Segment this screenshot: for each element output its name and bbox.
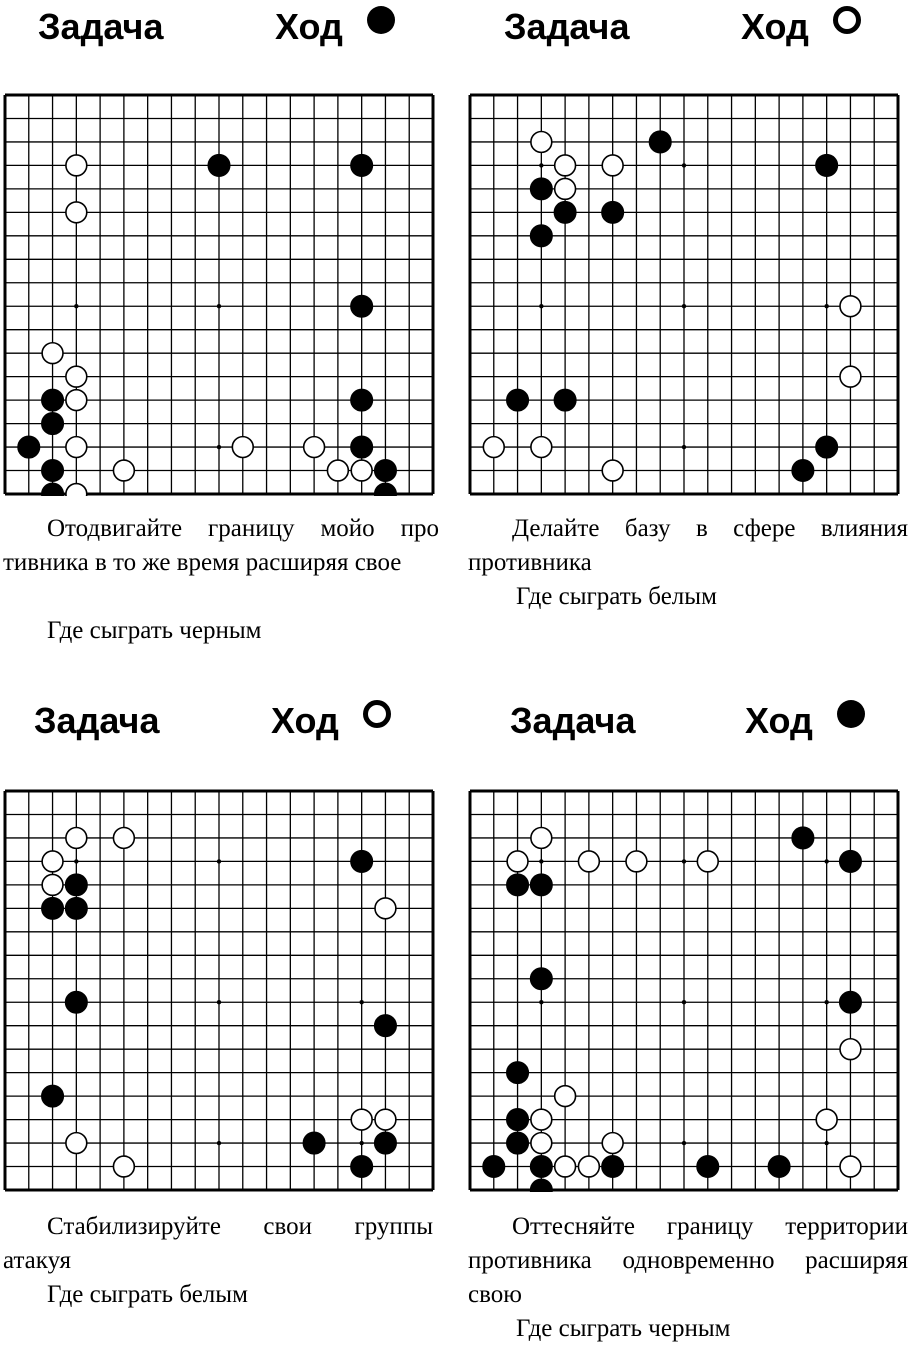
black-stone xyxy=(351,295,373,317)
white-stone xyxy=(66,484,87,496)
black-stone xyxy=(507,1062,529,1084)
white-stone xyxy=(555,1086,576,1107)
white-stone xyxy=(42,851,63,872)
white-stone xyxy=(602,1133,623,1154)
black-stone xyxy=(351,154,373,176)
white-stone xyxy=(602,155,623,176)
problem-prompt: Где сыграть черным xyxy=(47,617,262,644)
black-stone xyxy=(42,1085,64,1107)
white-stone xyxy=(626,851,647,872)
white-stone xyxy=(66,202,87,223)
problem-panel-1 xyxy=(0,0,454,670)
star-point xyxy=(682,445,686,449)
star-point xyxy=(682,304,686,308)
black-stone xyxy=(530,1179,552,1192)
white-stone xyxy=(351,1109,372,1130)
star-point xyxy=(217,304,221,308)
move-label: Ход xyxy=(275,6,343,47)
black-stone xyxy=(602,1155,624,1177)
black-stone xyxy=(208,154,230,176)
white-stone xyxy=(531,132,552,153)
black-stone xyxy=(374,483,396,496)
problem-description xyxy=(3,1210,433,1278)
star-point xyxy=(539,163,543,167)
black-stone xyxy=(507,389,529,411)
white-stone xyxy=(232,437,253,458)
go-board[interactable] xyxy=(3,93,435,496)
white-stone xyxy=(578,1156,599,1177)
problem-panel-3 xyxy=(0,670,454,1340)
black-stone xyxy=(816,154,838,176)
white-stone xyxy=(66,390,87,411)
black-stone xyxy=(65,897,87,919)
star-point xyxy=(539,304,543,308)
black-stone xyxy=(42,483,64,496)
problem-prompt: Где сыграть белым xyxy=(47,1281,248,1308)
go-board[interactable] xyxy=(468,93,900,496)
black-stone xyxy=(351,389,373,411)
white-stone xyxy=(840,1039,861,1060)
white-stone-icon xyxy=(833,6,861,34)
move-label: Ход xyxy=(271,700,339,741)
white-stone xyxy=(555,1156,576,1177)
star-point xyxy=(682,1141,686,1145)
star-point xyxy=(74,304,78,308)
black-stone xyxy=(530,874,552,896)
white-stone xyxy=(66,828,87,849)
white-stone xyxy=(375,898,396,919)
black-stone xyxy=(530,225,552,247)
white-stone xyxy=(42,343,63,364)
star-point xyxy=(359,1141,363,1145)
problem-title: Задача xyxy=(504,6,630,47)
problem-description-text: Оттесняйте границу территории противника одновременно расширяя свою xyxy=(468,1213,908,1308)
black-stone xyxy=(42,389,64,411)
board-grid xyxy=(5,791,433,1190)
star-point xyxy=(682,1000,686,1004)
black-stone xyxy=(374,1132,396,1154)
problem-description-text: Отодвигайте границу мойо про тивника в то же время расширяя свое xyxy=(3,515,439,576)
star-point xyxy=(74,859,78,863)
star-point xyxy=(217,445,221,449)
black-stone xyxy=(792,827,814,849)
white-stone xyxy=(507,851,528,872)
board-grid xyxy=(470,95,898,494)
black-stone xyxy=(816,436,838,458)
black-stone xyxy=(42,459,64,481)
white-stone xyxy=(840,366,861,387)
white-stone xyxy=(351,460,372,481)
move-label: Ход xyxy=(741,6,809,47)
white-stone xyxy=(840,296,861,317)
white-stone xyxy=(66,366,87,387)
go-board[interactable] xyxy=(3,789,435,1192)
black-stone xyxy=(792,459,814,481)
black-stone xyxy=(530,968,552,990)
star-point xyxy=(217,1000,221,1004)
white-stone xyxy=(840,1156,861,1177)
problem-description xyxy=(468,512,908,580)
black-stone xyxy=(697,1155,719,1177)
black-stone xyxy=(351,436,373,458)
white-stone xyxy=(66,437,87,458)
star-point xyxy=(824,1000,828,1004)
black-stone xyxy=(42,413,64,435)
black-stone-icon xyxy=(367,6,395,34)
white-stone xyxy=(531,828,552,849)
star-point xyxy=(359,1000,363,1004)
white-stone xyxy=(555,155,576,176)
black-stone xyxy=(18,436,40,458)
white-stone xyxy=(113,828,134,849)
white-stone xyxy=(483,437,504,458)
star-point xyxy=(682,163,686,167)
white-stone xyxy=(375,1109,396,1130)
problem-prompt: Где сыграть белым xyxy=(516,583,717,610)
black-stone xyxy=(351,850,373,872)
white-stone xyxy=(816,1109,837,1130)
black-stone xyxy=(374,1015,396,1037)
black-stone-icon xyxy=(837,700,865,728)
black-stone xyxy=(554,389,576,411)
problem-panel-2 xyxy=(454,0,908,670)
star-point xyxy=(217,1141,221,1145)
white-stone xyxy=(66,155,87,176)
white-stone xyxy=(113,1156,134,1177)
black-stone xyxy=(65,991,87,1013)
star-point xyxy=(682,859,686,863)
black-stone xyxy=(649,131,671,153)
white-stone xyxy=(327,460,348,481)
black-stone xyxy=(374,459,396,481)
black-stone xyxy=(530,1155,552,1177)
black-stone xyxy=(351,1155,373,1177)
white-stone xyxy=(531,1109,552,1130)
star-point xyxy=(824,304,828,308)
white-stone xyxy=(113,460,134,481)
black-stone xyxy=(65,874,87,896)
problem-title: Задача xyxy=(38,6,164,47)
star-point xyxy=(539,859,543,863)
go-board[interactable] xyxy=(468,789,900,1192)
white-stone xyxy=(66,1133,87,1154)
problem-description xyxy=(468,1210,908,1312)
problem-description-text: Делайте базу в сфере влияния противника xyxy=(468,515,908,576)
white-stone xyxy=(531,437,552,458)
black-stone xyxy=(303,1132,325,1154)
white-stone xyxy=(697,851,718,872)
star-point xyxy=(824,1141,828,1145)
black-stone xyxy=(42,897,64,919)
star-point xyxy=(217,859,221,863)
black-stone xyxy=(839,850,861,872)
black-stone xyxy=(483,1155,505,1177)
board-grid xyxy=(470,791,898,1190)
white-stone xyxy=(304,437,325,458)
white-stone xyxy=(42,874,63,895)
white-stone-icon xyxy=(363,700,391,728)
black-stone xyxy=(602,201,624,223)
black-stone xyxy=(507,874,529,896)
black-stone xyxy=(554,201,576,223)
problem-title: Задача xyxy=(510,700,636,741)
problem-panel-4 xyxy=(454,670,908,1340)
move-label: Ход xyxy=(745,700,813,741)
black-stone xyxy=(839,991,861,1013)
white-stone xyxy=(578,851,599,872)
white-stone xyxy=(555,178,576,199)
star-point xyxy=(824,859,828,863)
white-stone xyxy=(531,1133,552,1154)
black-stone xyxy=(768,1155,790,1177)
problem-prompt: Где сыграть черным xyxy=(516,1315,731,1342)
star-point xyxy=(539,1000,543,1004)
problem-description xyxy=(3,512,439,580)
black-stone xyxy=(507,1109,529,1131)
problem-title: Задача xyxy=(34,700,160,741)
black-stone xyxy=(507,1132,529,1154)
problem-description-text: Стабилизируйте свои группы атакуя xyxy=(3,1213,433,1274)
white-stone xyxy=(602,460,623,481)
black-stone xyxy=(530,178,552,200)
